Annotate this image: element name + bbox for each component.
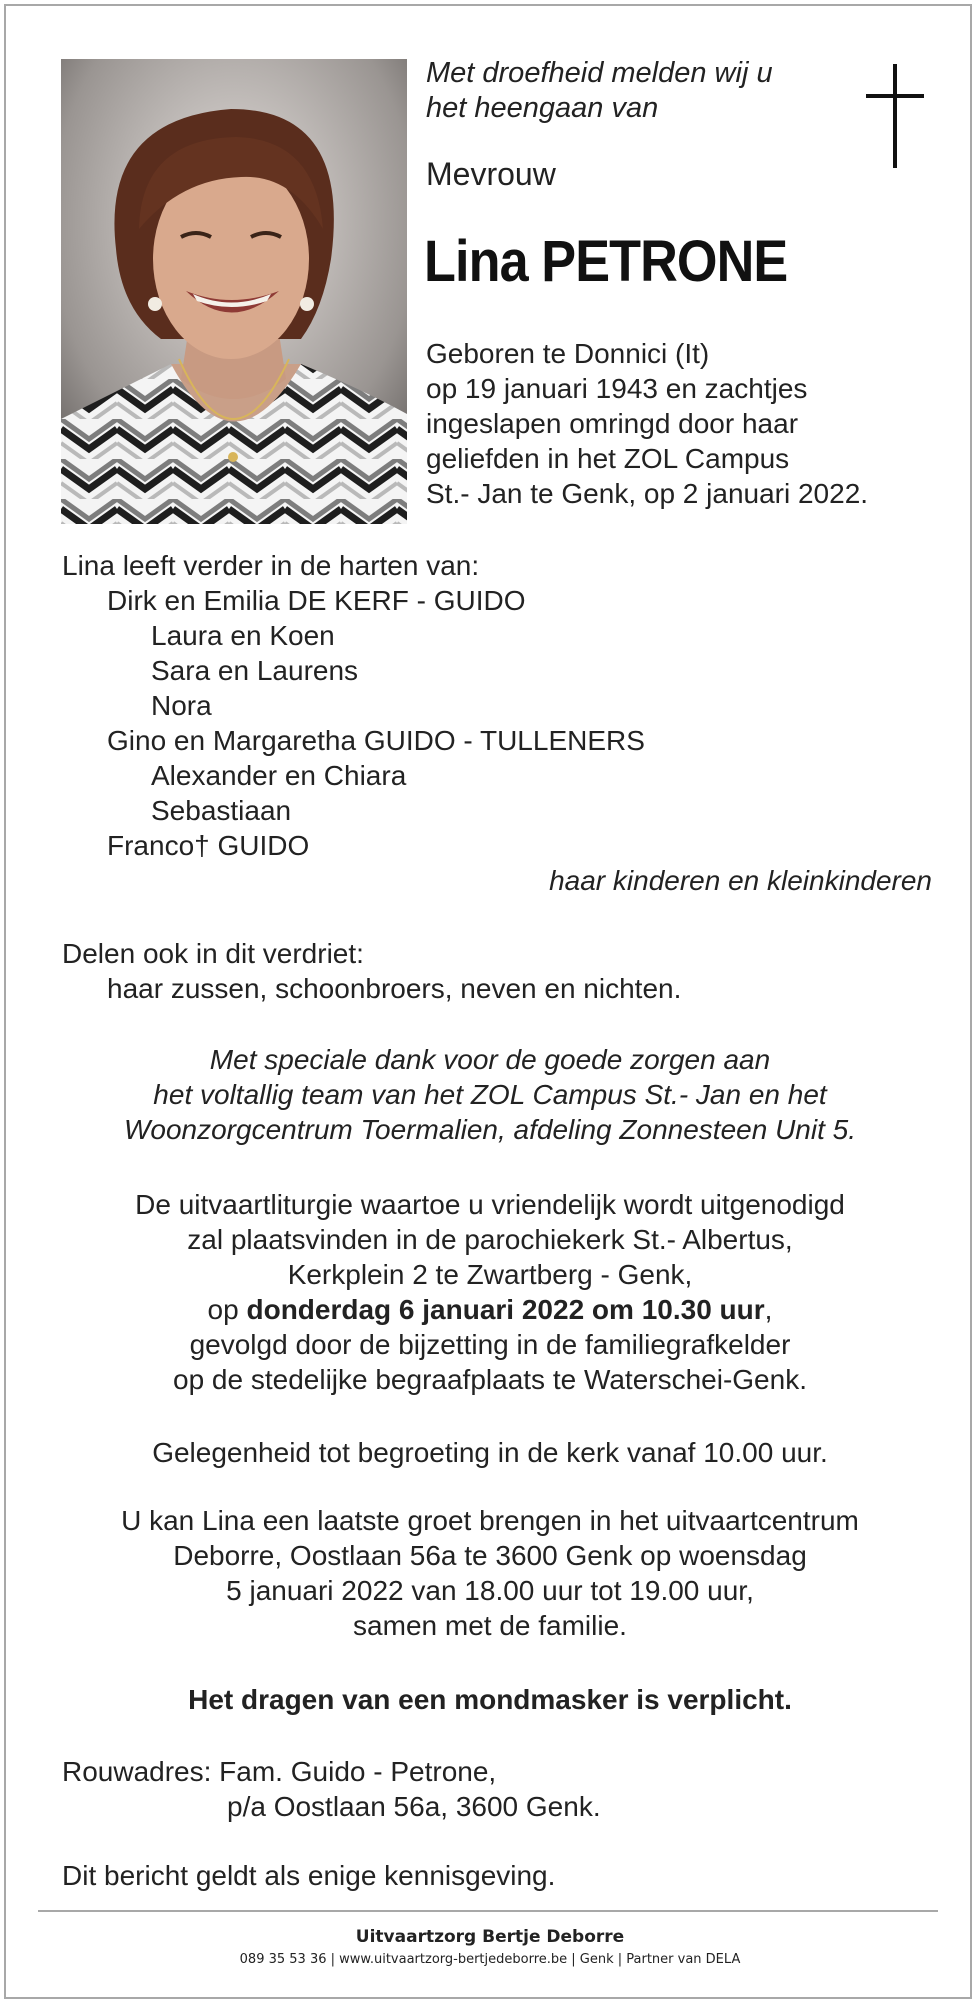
birth-line: geliefden in het ZOL Campus: [426, 443, 790, 474]
family-entry: Franco† GUIDO: [107, 830, 310, 861]
liturgy-line: op de stedelijke begraafplaats te Waterschei-Genk.: [173, 1364, 807, 1395]
footer-divider: [38, 1910, 938, 1912]
mask-notice: Het dragen van een mondmasker is verplicht.: [188, 1684, 792, 1715]
grandchild-entry: Sara en Laurens: [151, 655, 359, 686]
salutation: Mevrouw: [426, 156, 556, 192]
notice-text: Dit bericht geldt als enige kennisgeving.: [62, 1860, 556, 1891]
liturgy-date-prefix: op: [207, 1294, 247, 1325]
greeting-text: Gelegenheid tot begroeting in de kerk vanaf 10.00 uur.: [152, 1437, 828, 1468]
intro-line: Met droefheid melden wij u: [426, 57, 773, 89]
address-line: p/a Oostlaan 56a, 3600 Genk.: [227, 1791, 601, 1822]
liturgy-date-line: [6, 1292, 974, 1327]
survivors-list: [62, 548, 932, 898]
grandchild-entry: Laura en Koen: [151, 620, 335, 651]
grandchild-entry: Nora: [151, 690, 212, 721]
birth-details: [426, 336, 946, 511]
family-entry: Gino en Margaretha GUIDO - TULLENERS: [107, 725, 645, 756]
intro-line: het heengaan van: [426, 92, 659, 124]
address-line: Rouwadres: Fam. Guido - Petrone,: [62, 1756, 497, 1787]
thanks-line: Met speciale dank voor de goede zorgen aan: [209, 1044, 771, 1075]
survivors-heading: Lina leeft verder in de harten van:: [62, 550, 480, 581]
thanks-text: [6, 1042, 974, 1147]
liturgy-line: De uitvaartliturgie waartoe u vriendelijk wordt uitgenodigd: [135, 1189, 845, 1220]
liturgy-line: Kerkplein 2 te Zwartberg - Genk,: [287, 1259, 693, 1290]
mourning-address: [62, 1754, 932, 1824]
visit-text: [6, 1503, 974, 1643]
relation-caption: haar kinderen en kleinkinderen: [549, 865, 932, 896]
birth-line: Geboren te Donnici (It): [426, 338, 710, 369]
funeral-home-name: Uitvaartzorg Bertje Deborre: [355, 1927, 625, 1947]
funeral-liturgy: [6, 1187, 974, 1397]
grandchild-entry: Sebastiaan: [151, 795, 292, 826]
share-heading: Delen ook in dit verdriet:: [62, 938, 364, 969]
liturgy-date: donderdag 6 januari 2022 om 10.30 uur: [246, 1294, 765, 1325]
visit-line: Deborre, Oostlaan 56a te 3600 Genk op woensdag: [173, 1540, 807, 1571]
birth-line: op 19 januari 1943 en zachtjes: [426, 373, 808, 404]
share-grief: [62, 936, 932, 1006]
liturgy-line: zal plaatsvinden in de parochiekerk St.- Albertus,: [187, 1224, 793, 1255]
share-line: haar zussen, schoonbroers, neven en nichten.: [107, 973, 682, 1004]
visit-line: U kan Lina een laatste groet brengen in het uitvaartcentrum: [121, 1505, 859, 1536]
portrait-photo: [61, 59, 407, 524]
liturgy-line: gevolgd door de bijzetting in de familiegrafkelder: [189, 1329, 791, 1360]
birth-line: St.- Jan te Genk, op 2 januari 2022.: [426, 478, 869, 509]
visit-line: 5 januari 2022 van 18.00 uur tot 19.00 uur,: [226, 1575, 754, 1606]
obituary-card: [4, 4, 972, 1999]
family-entry: Dirk en Emilia DE KERF - GUIDO: [107, 585, 526, 616]
thanks-line: het voltallig team van het ZOL Campus St.- Jan en het: [153, 1079, 827, 1110]
grandchild-entry: Alexander en Chiara: [151, 760, 407, 791]
birth-line: ingeslapen omringd door haar: [426, 408, 799, 439]
liturgy-date-suffix: ,: [764, 1294, 773, 1325]
portrait-image: [61, 59, 407, 524]
intro-text: [426, 56, 846, 126]
cross-icon: [866, 64, 926, 168]
funeral-home-info: 089 35 53 36 | www.uitvaartzorg-bertjedeborre.be | Genk | Partner van DELA: [239, 1952, 741, 1967]
thanks-line: Woonzorgcentrum Toermalien, afdeling Zonnesteen Unit 5.: [123, 1114, 857, 1145]
deceased-name: Lina PETRONE: [424, 229, 788, 294]
visit-line: samen met de familie.: [353, 1610, 627, 1641]
